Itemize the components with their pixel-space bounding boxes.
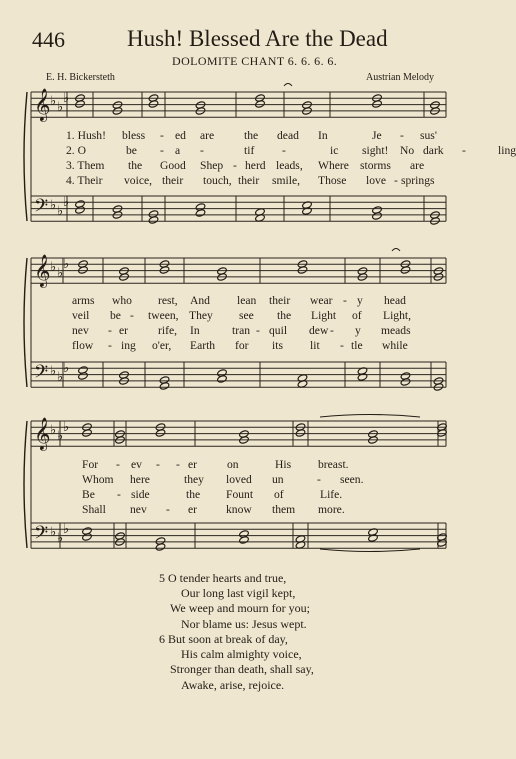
lyric-syllable: be <box>110 309 121 322</box>
lyric-syllable: more. <box>318 503 345 516</box>
lyric-syllable: for <box>235 339 249 352</box>
svg-text:♭: ♭ <box>57 100 64 115</box>
lyric-syllable: - <box>400 129 404 142</box>
lyric-syllable: - <box>176 458 180 471</box>
svg-text:♭: ♭ <box>57 429 64 444</box>
lyric-syllable: In <box>318 129 328 142</box>
lyric-syllable: see <box>239 309 254 322</box>
lyric-syllable: Where <box>318 159 349 172</box>
svg-text:𝄞: 𝄞 <box>34 88 51 121</box>
lyric-syllable: ling <box>498 144 516 157</box>
lyric-syllable: In <box>190 324 200 337</box>
lyric-syllable: Light, <box>383 309 412 322</box>
lyric-syllable: of <box>274 488 284 501</box>
lyric-syllable: flow <box>72 339 94 352</box>
lyric-syllable: Be <box>82 488 95 501</box>
svg-text:♭: ♭ <box>57 204 64 219</box>
lyric-syllable: - <box>256 324 260 337</box>
lyric-syllable: Earth <box>190 339 216 352</box>
lyric-syllable: dead <box>277 129 299 142</box>
lyric-syllable: - <box>462 144 466 157</box>
lyric-syllable: 3. Them <box>66 159 105 172</box>
lyric-syllable: love <box>366 174 386 187</box>
svg-text:♭: ♭ <box>50 423 57 438</box>
lyric-syllable: un <box>272 473 284 486</box>
lyric-syllable: are <box>200 129 215 142</box>
lyric-syllable: ed <box>175 129 186 142</box>
lyric-syllable: smile, <box>272 174 301 187</box>
lyric-syllable: er <box>119 324 129 337</box>
lyric-syllable: - <box>282 144 286 157</box>
lyric-syllable: - <box>233 159 237 172</box>
lyric-syllable: while <box>382 339 408 352</box>
lyric-syllable: head <box>384 294 406 307</box>
lyric-syllable: o'er, <box>152 339 172 352</box>
tune-name: DOLOMITE CHANT 6. 6. 6. 6. <box>172 54 338 68</box>
lyric-syllable: For <box>82 458 99 471</box>
lyric-syllable: their <box>269 294 291 307</box>
svg-text:♭: ♭ <box>50 198 57 213</box>
lyric-syllable: know <box>226 503 252 516</box>
lyric-syllable: them <box>272 503 296 516</box>
lyric-syllable: tran <box>232 324 251 337</box>
lyric-syllable: Shep <box>200 159 224 172</box>
lyric-syllable: - <box>166 503 170 516</box>
stanza-line: Stronger than death, shall say, <box>170 662 314 677</box>
lyric-syllable: of <box>352 309 362 322</box>
lyric-syllable: their <box>162 174 184 187</box>
lyric-syllable: the <box>277 309 292 322</box>
lyric-syllable: loved <box>226 473 252 486</box>
lyric-syllable: on <box>227 458 239 471</box>
lyric-syllable: 4. Their <box>66 174 103 187</box>
lyric-syllable: And <box>190 294 210 307</box>
lyric-syllable: touch, <box>203 174 232 187</box>
svg-text:𝄢: 𝄢 <box>34 196 49 221</box>
lyric-syllable: - <box>200 144 204 157</box>
stanza-line: 5 O tender hearts and true, <box>159 571 287 585</box>
lyric-syllable: - <box>160 129 164 142</box>
lyric-syllable: meads <box>381 324 411 337</box>
lyric-syllable: nev <box>72 324 89 337</box>
lyric-syllable: arms <box>72 294 95 307</box>
composer: Austrian Melody <box>366 72 435 83</box>
lyric-syllable: y <box>355 324 361 337</box>
lyric-syllable: - <box>156 458 160 471</box>
svg-text:♭: ♭ <box>50 364 57 379</box>
lyric-syllable: - <box>330 324 334 337</box>
lyric-syllable: No <box>400 144 415 157</box>
lyric-syllable: seen. <box>340 473 364 486</box>
hymn-number: 446 <box>32 27 65 52</box>
lyric-syllable: - <box>160 144 164 157</box>
lyric-syllable: wear <box>310 294 333 307</box>
svg-text:♭: ♭ <box>63 91 70 106</box>
svg-text:♭: ♭ <box>50 260 57 275</box>
lyric-syllable: who <box>112 294 132 307</box>
lyric-syllable: Whom <box>82 473 114 486</box>
lyric-syllable: be <box>126 144 137 157</box>
lyric-syllable: storms <box>360 159 391 172</box>
lyric-syllable: quil <box>269 324 288 337</box>
lyric-syllable: Light <box>311 309 337 322</box>
lyric-syllable: veil <box>72 309 90 322</box>
svg-text:♭: ♭ <box>63 195 70 210</box>
lyric-syllable: a <box>175 144 181 157</box>
svg-text:♭: ♭ <box>63 361 70 376</box>
lyric-syllable: side <box>131 488 150 501</box>
lyric-syllable: 1. Hush! <box>66 129 106 142</box>
stanza-line: We weep and mourn for you; <box>170 601 310 616</box>
lyric-syllable: Those <box>318 174 347 187</box>
lyric-syllable: 2. O <box>66 144 86 157</box>
svg-text:𝄢: 𝄢 <box>34 362 49 387</box>
lyric-syllable: ic <box>330 144 339 157</box>
lyric-syllable: ing <box>121 339 136 352</box>
svg-text:𝄞: 𝄞 <box>34 417 51 450</box>
svg-text:♭: ♭ <box>63 420 70 435</box>
lyric-syllable: - <box>317 473 321 486</box>
lyric-syllable: tween, <box>148 309 179 322</box>
stanza-line: Our long last vigil kept, <box>181 586 296 601</box>
lyric-syllable: - <box>340 339 344 352</box>
lyric-syllable: herd <box>245 159 266 172</box>
lyric-syllable: er <box>188 458 198 471</box>
lyric-syllable: - <box>343 294 347 307</box>
stanza-line: Awake, arise, rejoice. <box>181 677 285 692</box>
lyric-syllable: springs <box>401 174 435 187</box>
svg-text:♭: ♭ <box>63 522 70 537</box>
lyric-syllable: here <box>130 473 150 486</box>
lyric-syllable: the <box>128 159 143 172</box>
lyric-syllable: their <box>238 174 260 187</box>
svg-text:𝄢: 𝄢 <box>34 523 49 548</box>
svg-text:♭: ♭ <box>50 525 57 540</box>
lyric-syllable: leads, <box>276 159 303 172</box>
lyric-syllable: the <box>244 129 259 142</box>
svg-text:♭: ♭ <box>63 257 70 272</box>
lyric-syllable: nev <box>130 503 147 516</box>
lyric-syllable: breast. <box>318 458 349 471</box>
lyric-syllable: they <box>184 473 204 486</box>
lyric-syllable: the <box>186 488 201 501</box>
lyric-syllable: are <box>410 159 425 172</box>
svg-text:♭: ♭ <box>57 266 64 281</box>
svg-text:♭: ♭ <box>57 531 64 546</box>
lyric-syllable: Fount <box>226 488 254 501</box>
lyric-syllable: its <box>272 339 283 352</box>
stanza-line: Nor blame us: Jesus wept. <box>181 616 307 631</box>
lyric-syllable: - <box>117 488 121 501</box>
lyric-syllable: His <box>275 458 292 471</box>
lyric-syllable: - <box>108 324 112 337</box>
svg-text:𝄞: 𝄞 <box>34 254 51 287</box>
lyric-syllable: bless <box>122 129 146 142</box>
lyric-syllable: dark <box>423 144 444 157</box>
lyric-syllable: - <box>108 339 112 352</box>
lyric-syllable: Good <box>160 159 186 172</box>
stanza-line: His calm almighty voice, <box>181 647 302 662</box>
lyric-syllable: ev <box>131 458 142 471</box>
lyric-syllable: - <box>394 174 398 187</box>
lyric-syllable: sus' <box>420 129 437 142</box>
lyric-syllable: lit <box>310 339 320 352</box>
lyric-syllable: Je <box>372 129 382 142</box>
svg-text:♭: ♭ <box>57 370 64 385</box>
lyric-syllable: tif <box>244 144 255 157</box>
lyric-syllable: sight! <box>362 144 389 157</box>
lyric-syllable: er <box>188 503 198 516</box>
lyric-syllable: - <box>130 309 134 322</box>
lyric-syllable: They <box>189 309 213 322</box>
svg-text:♭: ♭ <box>50 94 57 109</box>
lyric-syllable: rife, <box>158 324 177 337</box>
stanza-line: 6 But soon at break of day, <box>159 632 288 646</box>
lyric-syllable: Shall <box>82 503 106 516</box>
lyric-syllable: lean <box>237 294 257 307</box>
lyric-syllable: Life. <box>320 488 343 501</box>
lyric-syllable: y <box>357 294 363 307</box>
lyric-syllable: rest, <box>158 294 178 307</box>
lyric-syllable: - <box>116 458 120 471</box>
lyric-syllable: tle <box>351 339 363 352</box>
lyric-syllable: dew <box>309 324 329 337</box>
author: E. H. Bickersteth <box>46 72 115 83</box>
lyric-syllable: voice, <box>124 174 153 187</box>
hymn-title: Hush! Blessed Are the Dead <box>127 26 388 51</box>
